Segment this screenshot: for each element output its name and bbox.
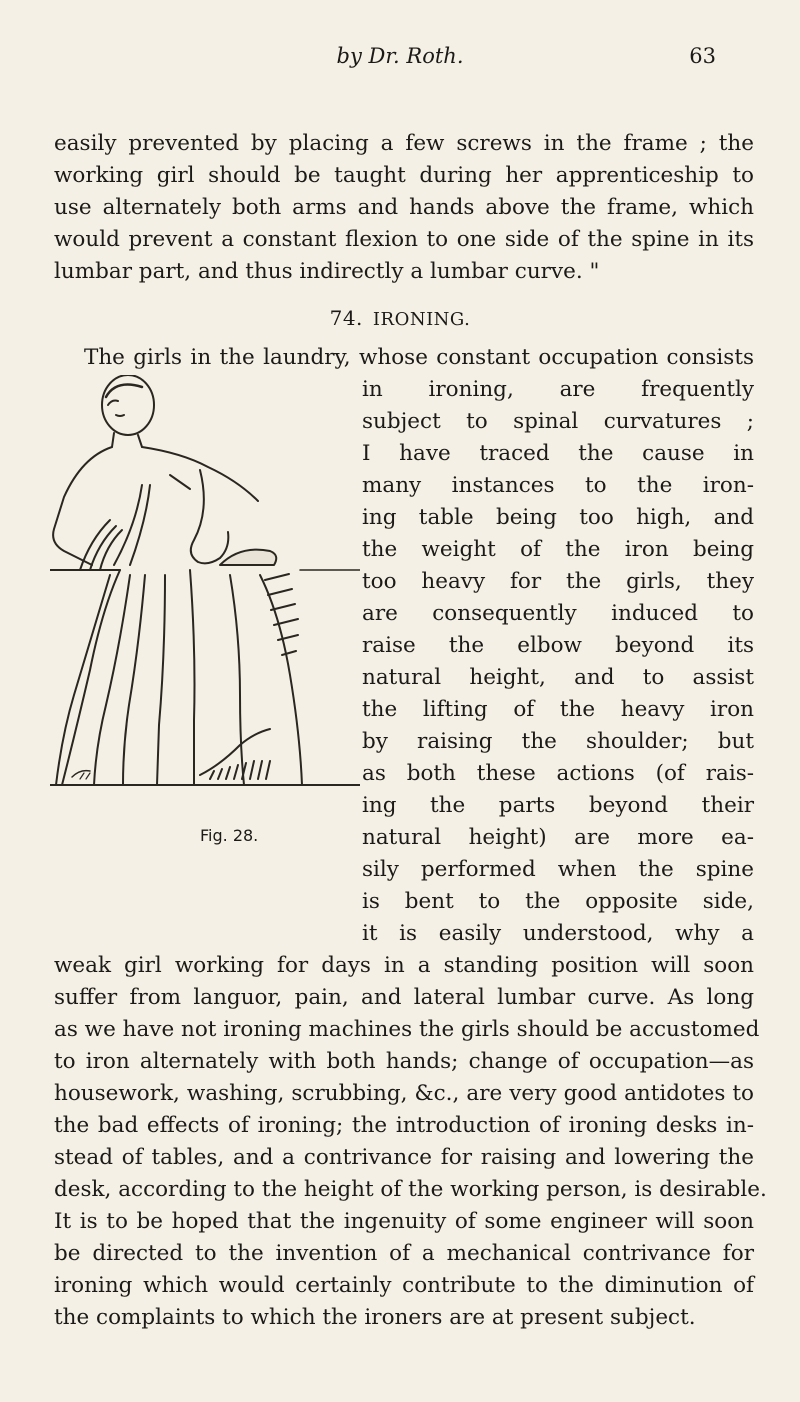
running-head: [0, 40, 800, 80]
text-line: I have traced the cause in: [362, 441, 754, 466]
text-line: the complaints to which the ironers are at present subject.: [54, 1305, 696, 1330]
text-line: the bad effects of ironing; the introduction of ironing desks in-: [54, 1113, 754, 1138]
text-line: ing the parts beyond their: [362, 793, 754, 818]
text-line: lumbar part, and thus indirectly a lumbar curve. ": [54, 259, 600, 284]
section-heading: [0, 306, 800, 330]
text-line: is bent to the opposite side,: [362, 889, 754, 914]
text-line: raise the elbow beyond its: [362, 633, 754, 658]
text-line: housework, washing, scrubbing, &c., are very good antidotes to: [54, 1081, 754, 1106]
text-line: sily performed when the spine: [362, 857, 754, 882]
section-title: IRONING.: [372, 309, 471, 330]
figure-28: [50, 375, 360, 805]
text-line: easily prevented by placing a few screws in the frame ; the: [54, 131, 754, 156]
text-line: to iron alternately with both hands; change of occupation—as: [54, 1049, 754, 1074]
text-line: working girl should be taught during her apprenticeship to: [54, 163, 754, 188]
text-line: are consequently induced to: [362, 601, 754, 626]
text-line: stead of tables, and a contrivance for raising and lowering the: [54, 1145, 754, 1170]
text-line: in ironing, are frequently: [362, 377, 754, 402]
text-line: natural height, and to assist: [362, 665, 754, 690]
text-line: use alternately both arms and hands above the frame, which: [54, 195, 754, 220]
text-line: ironing which would certainly contribute to the diminution of: [54, 1273, 754, 1298]
text-line: it is easily understood, why a: [362, 921, 754, 946]
text-line: suffer from languor, pain, and lateral lumbar curve. As long: [54, 985, 754, 1010]
text-line: the weight of the iron being: [362, 537, 754, 562]
text-line: weak girl working for days in a standing position will soon: [54, 953, 754, 978]
section-number: 74.: [329, 306, 363, 330]
text-line: as both these actions (of rais-: [362, 761, 754, 786]
text-line: the lifting of the heavy iron: [362, 697, 754, 722]
text-line: natural height) are more ea-: [362, 825, 754, 850]
running-title: by Dr. Roth.: [336, 44, 464, 68]
figure-caption: Fig. 28.: [200, 826, 259, 845]
text-line: as we have not ironing machines the girls should be accustomed: [54, 1017, 760, 1042]
text-line: ing table being too high, and: [362, 505, 754, 530]
ironing-girl-illustration-icon: [50, 375, 360, 805]
text-line: It is to be hoped that the ingenuity of some engineer will soon: [54, 1209, 754, 1234]
text-line: The girls in the laundry, whose constant occupation consists: [84, 345, 754, 370]
page-number: 63: [689, 44, 716, 68]
text-line: would prevent a constant flexion to one side of the spine in its: [54, 227, 754, 252]
text-line: desk, according to the height of the working person, is desirable.: [54, 1177, 767, 1202]
text-line: many instances to the iron-: [362, 473, 754, 498]
text-line: by raising the shoulder; but: [362, 729, 754, 754]
text-line: subject to spinal curvatures ;: [362, 409, 754, 434]
text-line: be directed to the invention of a mechanical contrivance for: [54, 1241, 754, 1266]
text-line: too heavy for the girls, they: [362, 569, 754, 594]
